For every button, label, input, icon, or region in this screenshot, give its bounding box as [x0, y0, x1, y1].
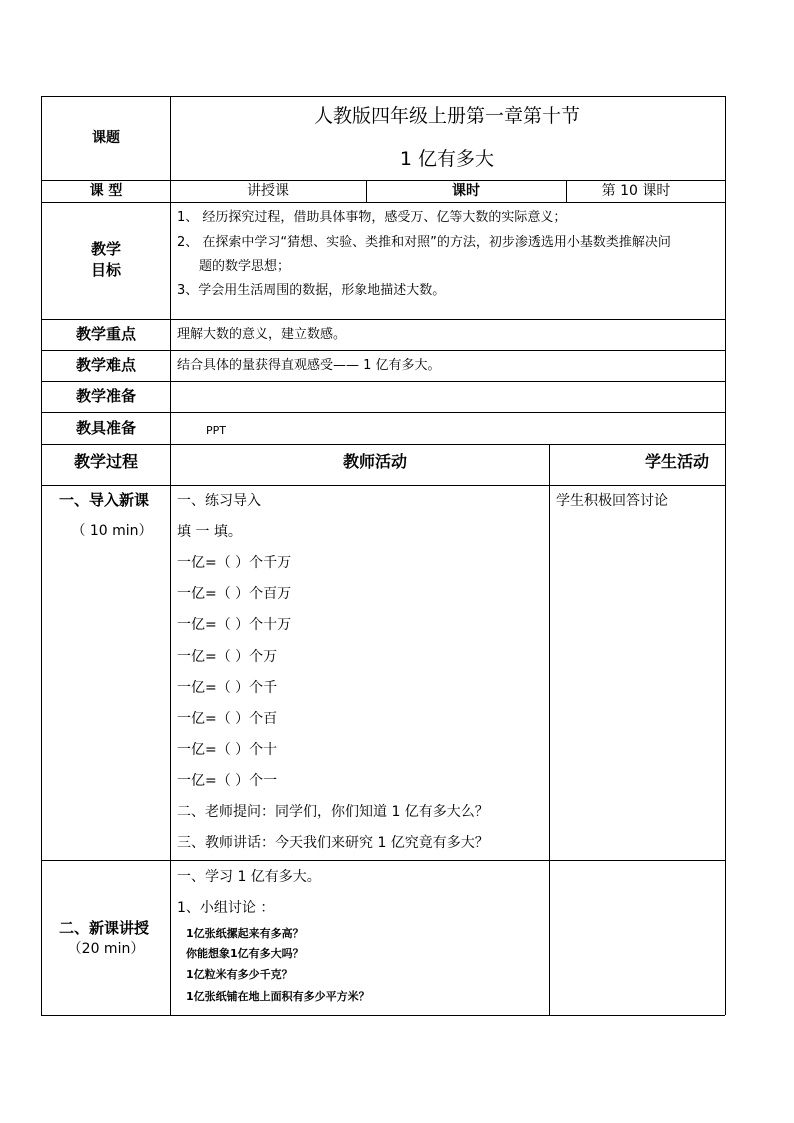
- teacher-activity-header: 教师活动: [342, 452, 408, 471]
- fill-blank-line: 一亿=（ ）个百: [177, 711, 278, 727]
- page-title: 人教版四年级上册第一章第十节: [313, 105, 581, 127]
- section1-title: 一、导入新课: [58, 491, 150, 509]
- goal-item: 题的数学思想；: [199, 259, 291, 274]
- teacher-line: 填 一 填。: [177, 524, 242, 540]
- goal-item: 1、 经历探究过程，借助具体事物，感受万、亿等大数的实际意义；: [177, 210, 567, 225]
- teacher-question: 二、老师提问：同学们，你们知道 1 亿有多大么？: [177, 804, 489, 820]
- lesson-type-value: 讲授课: [247, 183, 289, 199]
- goal-item: 2、 在探索中学习“猜想、实验、类推和对照”的方法，初步渗透选用小基数类推解决问: [177, 235, 671, 250]
- fill-blank-line: 一亿=（ ）个百万: [177, 586, 292, 602]
- goal-item: 3、学会用生活周围的数据，形象地描述大数。: [177, 283, 446, 298]
- key-point-value: 理解大数的意义，建立数感。: [177, 327, 347, 342]
- difficulty-value: 结合具体的量获得直观感受—— 1 亿有多大。: [177, 358, 441, 373]
- tools-label: 教具准备: [75, 419, 137, 437]
- goals-label-line1: 教学: [90, 240, 122, 258]
- section1-duration: （ 10 min）: [71, 523, 153, 539]
- teacher-speech: 三、教师讲话：今天我们来研究 1 亿究竟有多大？: [177, 835, 489, 851]
- class-hours-value: 第 10 课时: [601, 183, 671, 199]
- goals-label-line2: 目标: [90, 261, 122, 279]
- fill-blank-line: 一亿=（ ）个十万: [177, 617, 292, 633]
- preparation-label: 教学准备: [75, 387, 137, 405]
- discussion-question: 你能想象1亿有多大吗？: [186, 947, 304, 960]
- fill-blank-line: 一亿=（ ）个千: [177, 680, 278, 696]
- lesson-type-label: 课 型: [89, 183, 123, 199]
- key-point-label: 教学重点: [75, 325, 137, 343]
- difficulty-label: 教学难点: [75, 356, 137, 374]
- teacher-line: 一、学习 1 亿有多大。: [177, 869, 321, 885]
- teacher-line: 一、练习导入: [177, 493, 261, 509]
- section2-title: 二、新课讲授: [58, 919, 150, 937]
- section2-duration: （20 min）: [67, 941, 145, 957]
- discussion-question: 1亿张纸铺在地上面积有多少平方米？: [186, 990, 370, 1003]
- tools-value: PPT: [206, 424, 226, 437]
- fill-blank-line: 一亿=（ ）个十: [177, 742, 278, 758]
- discussion-question: 1亿张纸摞起来有多高？: [186, 927, 304, 940]
- student-activity-header: 学生活动: [644, 452, 710, 471]
- fill-blank-line: 一亿=（ ）个万: [177, 649, 278, 665]
- teacher-line: 1、小组讨论 ：: [177, 900, 275, 916]
- fill-blank-line: 一亿=（ ）个一: [177, 773, 278, 789]
- process-header-label: 教学过程: [73, 452, 139, 471]
- fill-blank-line: 一亿=（ ）个千万: [177, 555, 292, 571]
- topic-label: 课题: [92, 130, 120, 146]
- class-hours-label: 课时: [452, 183, 480, 199]
- discussion-question: 1亿粒米有多少千克？: [186, 968, 293, 981]
- section1-student-activity: 学生积极回答讨论: [556, 493, 668, 509]
- lesson-title: 1 亿有多大: [399, 148, 495, 170]
